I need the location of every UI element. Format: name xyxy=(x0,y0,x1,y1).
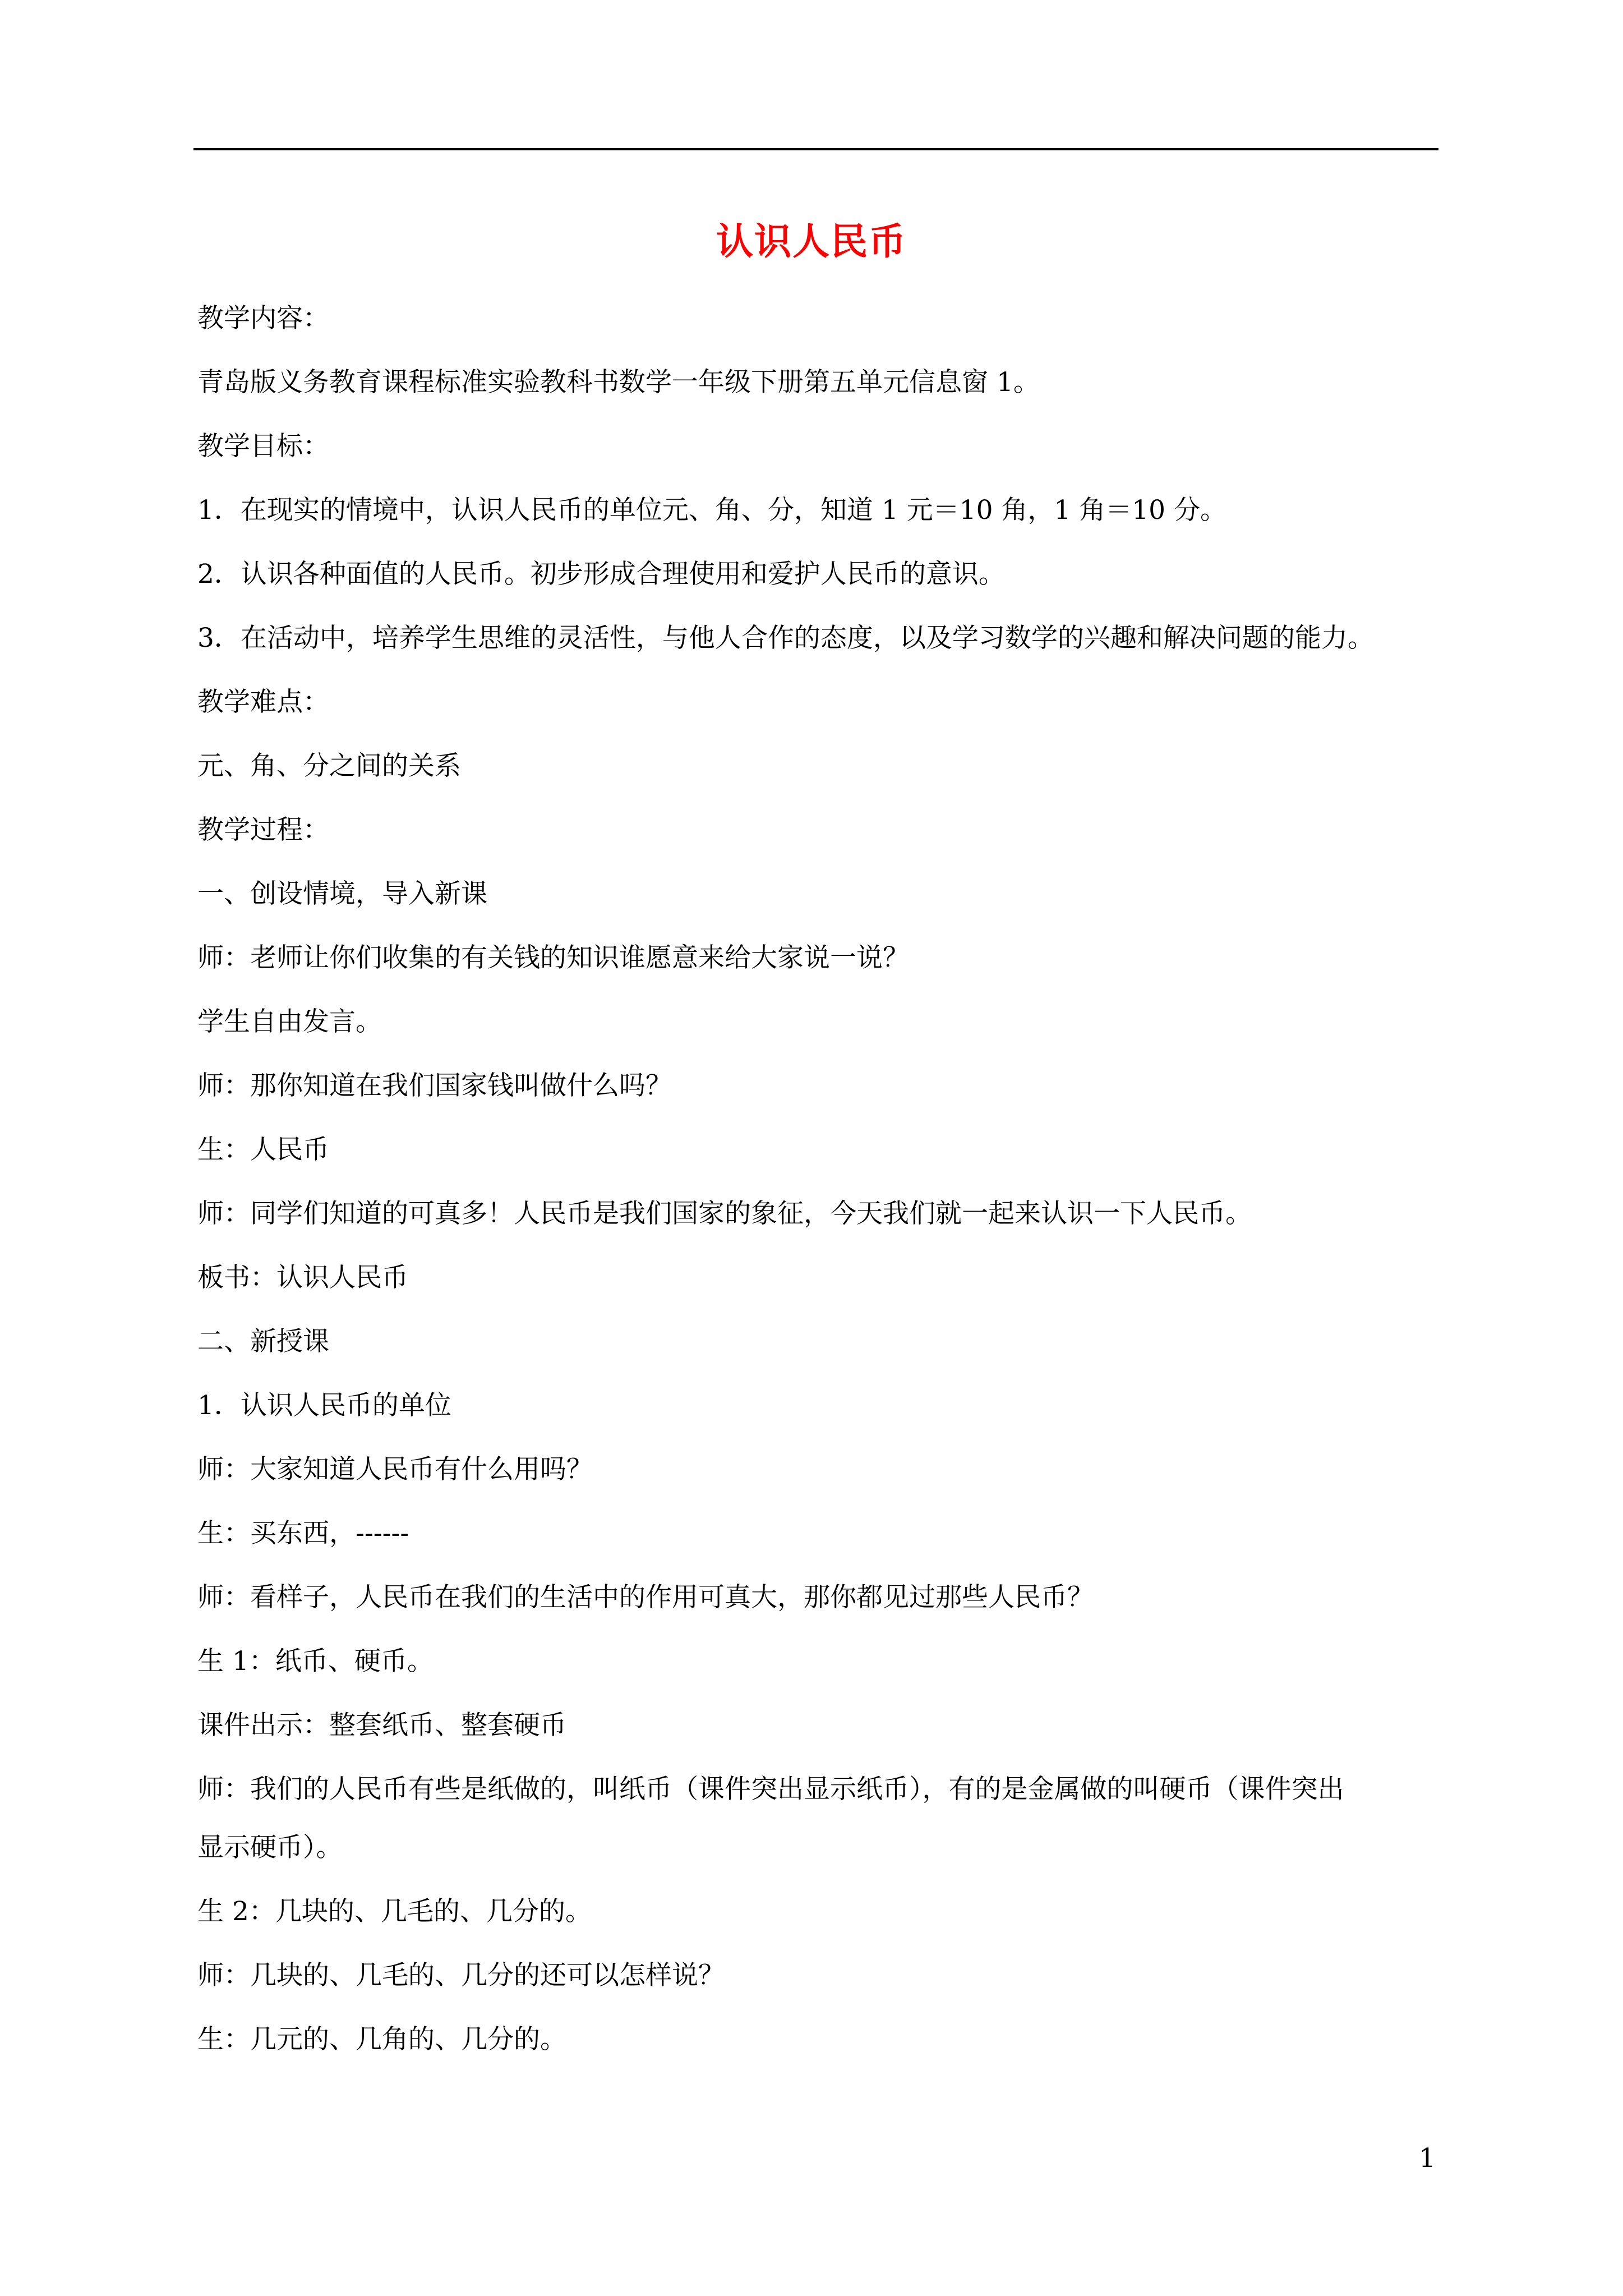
objective-item: 3．在活动中，培养学生思维的灵活性，与他人合作的态度，以及学习数学的兴趣和解决问题的能力。 xyxy=(197,623,1374,654)
objective-item: 2．认识各种面值的人民币。初步形成合理使用和爱护人民币的意识。 xyxy=(197,559,1005,590)
dialogue-line: 生：几元的、几角的、几分的。 xyxy=(197,2024,566,2055)
header-rule xyxy=(193,148,1438,150)
dialogue-line: 生：人民币 xyxy=(197,1134,329,1165)
dialogue-line: 课件出示：整套纸币、整套硬币 xyxy=(197,1710,566,1741)
document-title: 认识人民币 xyxy=(716,219,907,263)
dialogue-line: 师：同学们知道的可真多！人民币是我们国家的象征，今天我们就一起来认识一下人民币。 xyxy=(197,1198,1252,1229)
dialogue-line: 师：老师让你们收集的有关钱的知识谁愿意来给大家说一说？ xyxy=(197,942,909,973)
subsection-heading: 1．认识人民币的单位 xyxy=(197,1390,451,1421)
section-heading-objectives: 教学目标： xyxy=(197,431,329,462)
dialogue-line: 生 2：几块的、几毛的、几分的。 xyxy=(197,1896,592,1927)
objective-item: 1．在现实的情境中，认识人民币的单位元、角、分，知道 1 元＝10 角，1 角＝10 分。 xyxy=(197,495,1227,526)
dialogue-line: 生：买东西，------ xyxy=(197,1518,409,1549)
subsection-heading: 二、新授课 xyxy=(197,1326,329,1357)
paragraph-line: 青岛版义务教育课程标准实验教科书数学一年级下册第五单元信息窗 1。 xyxy=(197,367,1040,398)
dialogue-line: 师：我们的人民币有些是纸做的，叫纸币（课件突出显示纸币），有的是金属做的叫硬币（课件突出 xyxy=(197,1774,1344,1805)
dialogue-line-continued: 显示硬币）。 xyxy=(197,1832,343,1863)
section-heading-process: 教学过程： xyxy=(197,815,329,845)
dialogue-line: 师：那你知道在我们国家钱叫做什么吗？ xyxy=(197,1070,672,1101)
dialogue-line: 师：大家知道人民币有什么用吗？ xyxy=(197,1454,593,1485)
dialogue-line: 生 1：纸币、硬币。 xyxy=(197,1646,434,1677)
dialogue-line: 学生自由发言。 xyxy=(197,1006,382,1037)
dialogue-line: 板书：认识人民币 xyxy=(197,1262,408,1293)
subsection-heading: 一、创设情境，导入新课 xyxy=(197,878,487,909)
paragraph-line: 元、角、分之间的关系 xyxy=(197,751,461,781)
section-heading-difficulty: 教学难点： xyxy=(197,687,329,717)
dialogue-line: 师：看样子，人民币在我们的生活中的作用可真大，那你都见过那些人民币？ xyxy=(197,1582,1094,1613)
section-heading-content: 教学内容： xyxy=(197,303,329,334)
page-number: 1 xyxy=(1419,2143,1436,2174)
document-body xyxy=(197,291,1442,2076)
dialogue-line: 师：几块的、几毛的、几分的还可以怎样说？ xyxy=(197,1960,725,1991)
